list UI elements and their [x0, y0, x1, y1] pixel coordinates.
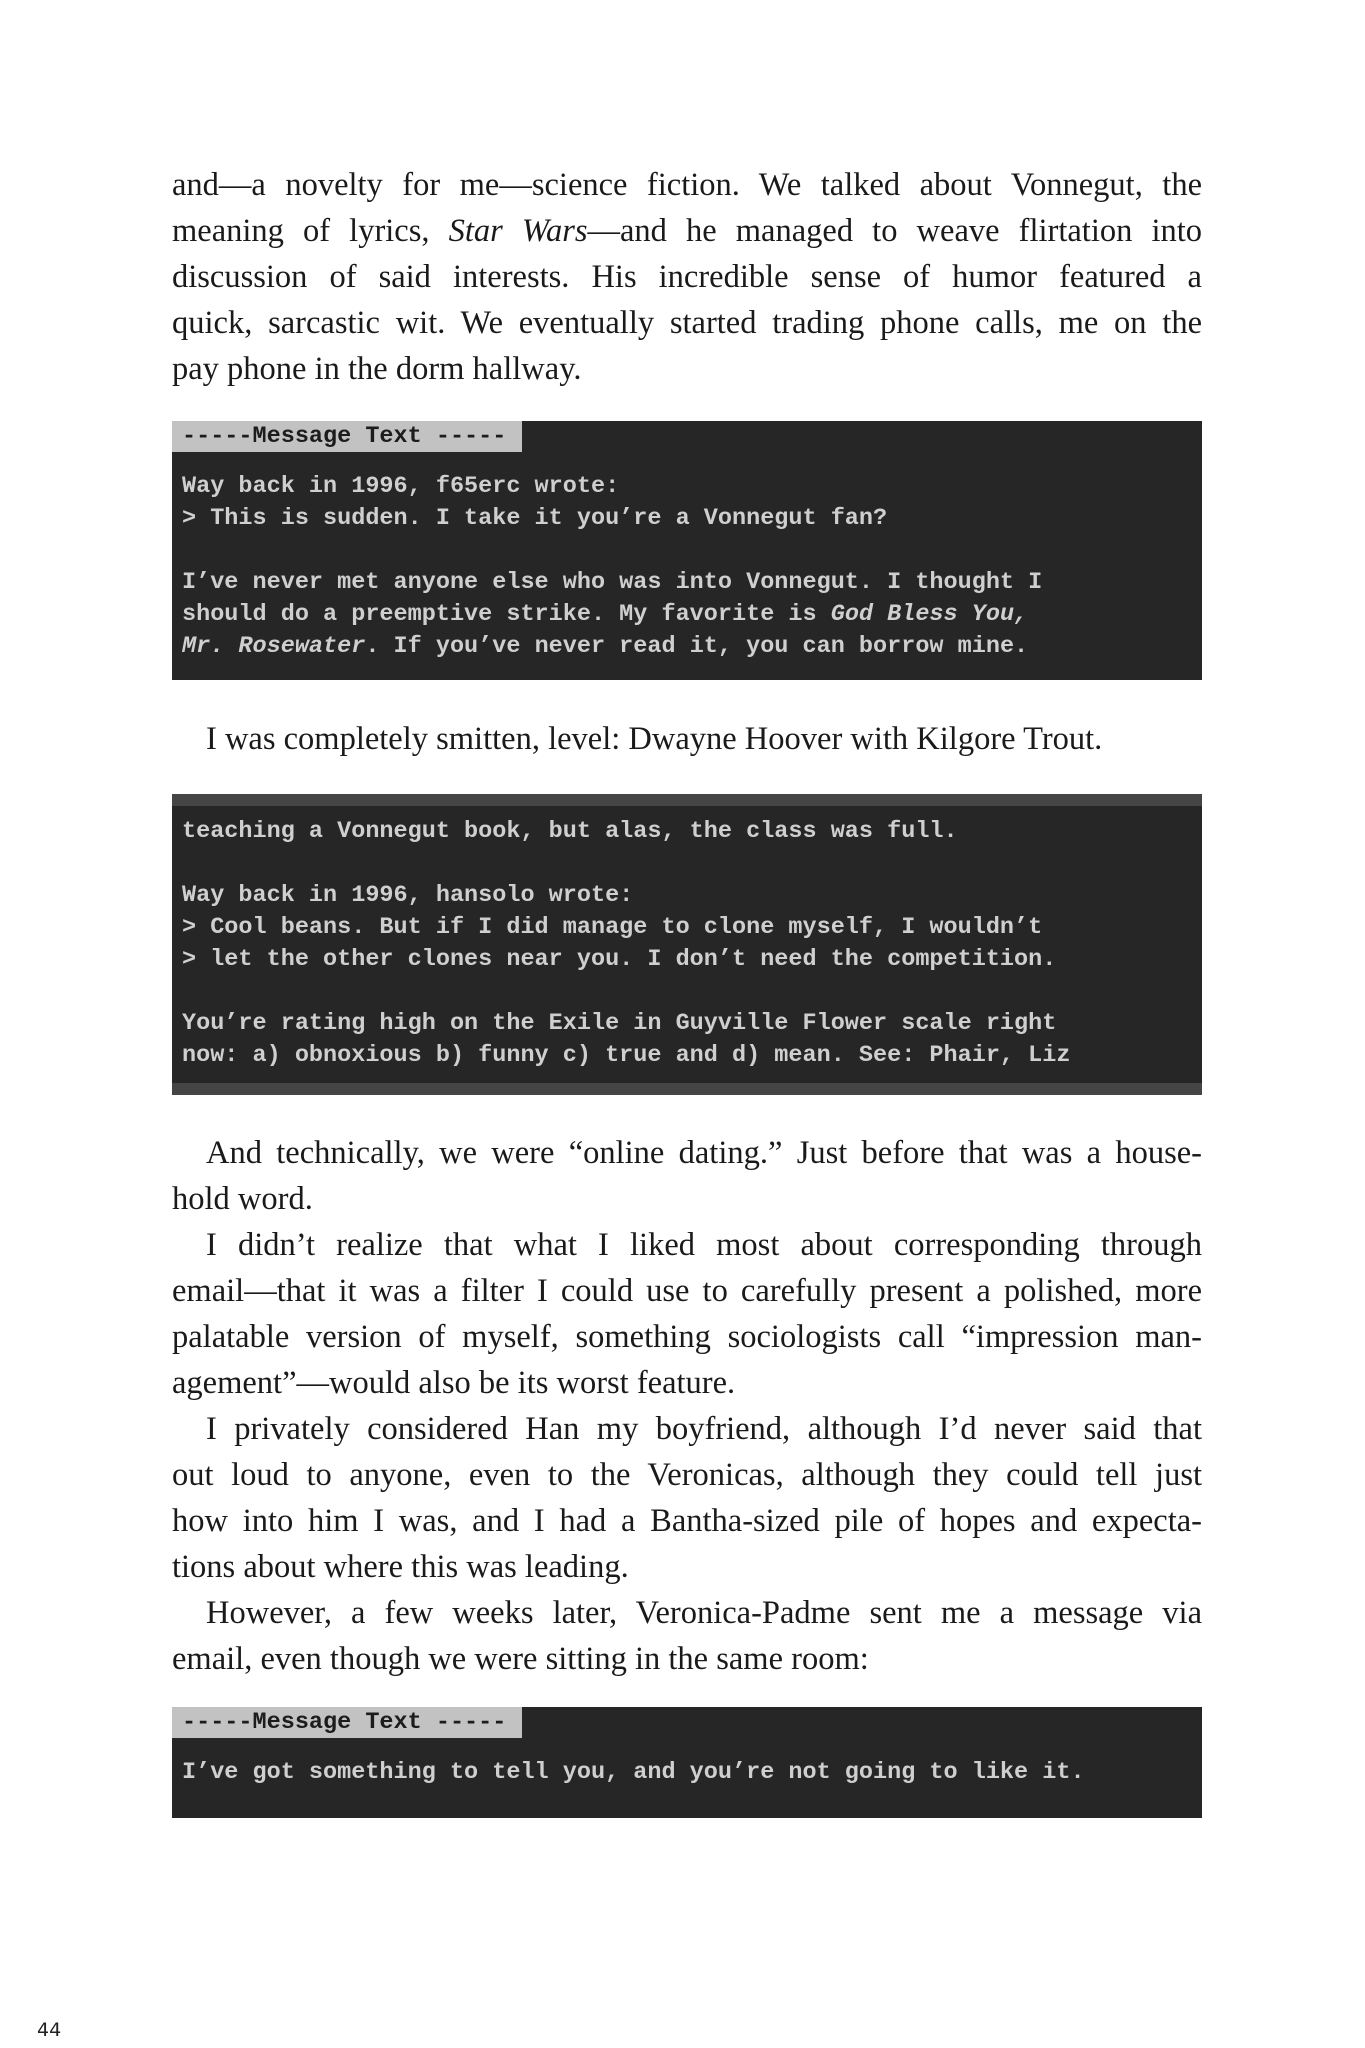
paragraph-4-line-3: palatable version of myself, something sociologists call “impression man- — [172, 1319, 1202, 1355]
email-1-line-5 — [182, 631, 1192, 663]
paragraph-1-line-3: discussion of said interests. His incredible sense of humor featured a — [172, 259, 1202, 295]
email-message-2 — [172, 794, 1202, 1095]
paragraph-1-line-5: pay phone in the dorm hallway. — [172, 351, 582, 387]
email-1-body — [172, 453, 1202, 675]
paragraph-block — [172, 1130, 1202, 1682]
email-2-bottom-strip — [172, 1083, 1202, 1095]
paragraph-4-line-4: agement”—would also be its worst feature. — [172, 1365, 736, 1401]
paragraph-4-line-1: I didn’t realize that what I liked most about corresponding through — [206, 1227, 1202, 1263]
paragraph-5-line-4: tions about where this was leading. — [172, 1549, 629, 1585]
email-3-body — [172, 1739, 1202, 1801]
paragraph-5-line-2: out loud to anyone, even to the Veronicas, although they could tell just — [172, 1457, 1202, 1493]
email-1-line-1: Way back in 1996, f65erc wrote: — [182, 473, 620, 500]
email-2-line-5: You’re rating high on the Exile in Guyville Flower scale right — [182, 1010, 1057, 1037]
page-number: 44 — [37, 2019, 62, 2041]
paragraph-1-line-2 — [172, 208, 1202, 254]
book-title-part-1: God Bless You, — [830, 601, 1029, 628]
email-2-line-6: now: a) obnoxious b) funny c) true and d) mean. See: Phair, Liz — [182, 1042, 1071, 1069]
email-2-body — [172, 806, 1202, 1084]
paragraph-6-line-1: However, a few weeks later, Veronica-Padme sent me a message via — [206, 1595, 1202, 1631]
star-wars-title: Star Wars — [448, 213, 588, 249]
email-1-line-4-start: should do a preemptive strike. My favorite is — [182, 601, 831, 628]
email-2-line-4: > let the other clones near you. I don’t need the competition. — [182, 946, 1057, 973]
paragraph-1 — [172, 162, 1202, 392]
book-title-part-2: Mr. Rosewater — [182, 633, 366, 660]
paragraph-2 — [172, 716, 1202, 762]
paragraph-2-text: I was completely smitten, level: Dwayne Hoover with Kilgore Trout. — [206, 721, 1103, 757]
email-1-line-4 — [182, 599, 1192, 631]
paragraph-5-line-3: how into him I was, and I had a Bantha-sized pile of hopes and expecta- — [172, 1503, 1202, 1539]
message-text-header-2: -----Message Text ----- — [172, 1707, 522, 1738]
paragraph-1-line-2-start: meaning of lyrics, — [172, 213, 430, 249]
paragraph-1-line-2-end: —and he managed to weave flirtation into — [587, 213, 1203, 249]
paragraph-1-line-1: and—a novelty for me—science fiction. We talked about Vonnegut, the — [172, 167, 1202, 203]
email-2-line-1: teaching a Vonnegut book, but alas, the class was full. — [182, 818, 958, 845]
email-2-line-3: > Cool beans. But if I did manage to clone myself, I wouldn’t — [182, 914, 1043, 941]
email-3-line-1: I’ve got something to tell you, and you’re not going to like it. — [182, 1759, 1085, 1786]
paragraph-3-line-2: hold word. — [172, 1181, 313, 1217]
paragraph-3-line-1: And technically, we were “online dating.” Just before that was a house- — [206, 1135, 1202, 1171]
email-1-line-3: I’ve never met anyone else who was into Vonnegut. I thought I — [182, 569, 1043, 596]
paragraph-4-line-2: email—that it was a filter I could use to carefully present a polished, more — [172, 1273, 1202, 1309]
email-2-line-2: Way back in 1996, hansolo wrote: — [182, 882, 634, 909]
email-message-1 — [172, 421, 1202, 680]
message-text-header: -----Message Text ----- — [172, 421, 522, 452]
email-1-line-5-end: . If you’ve never read it, you can borrow mine. — [365, 633, 1029, 660]
email-2-top-strip — [172, 794, 1202, 806]
paragraph-6-line-2: email, even though we were sitting in the same room: — [172, 1641, 869, 1677]
email-message-3 — [172, 1707, 1202, 1818]
email-1-line-2: > This is sudden. I take it you’re a Vonnegut fan? — [182, 505, 888, 532]
paragraph-5-line-1: I privately considered Han my boyfriend, although I’d never said that — [206, 1411, 1202, 1447]
paragraph-1-line-4: quick, sarcastic wit. We eventually started trading phone calls, me on the — [172, 305, 1202, 341]
